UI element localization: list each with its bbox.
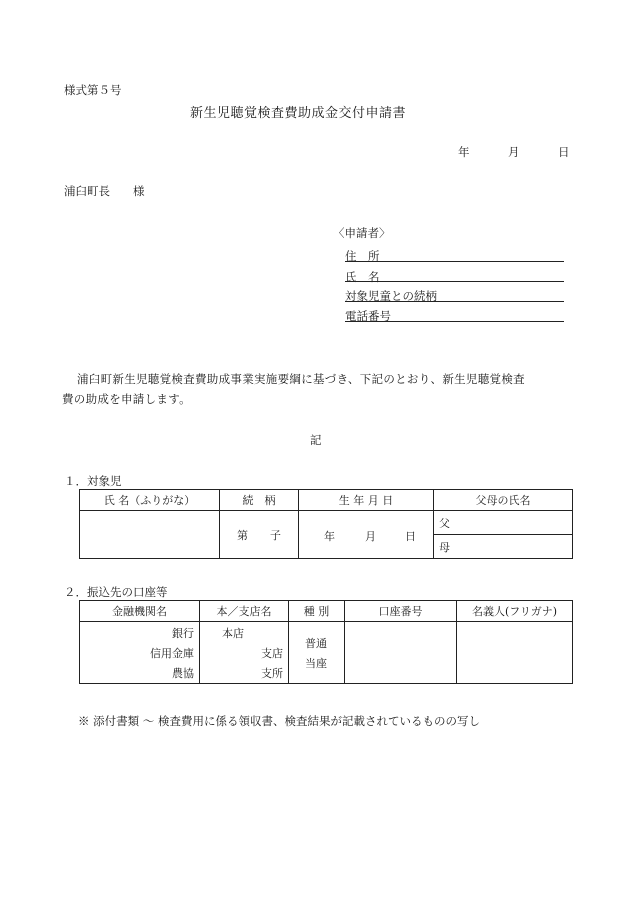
branch-honten: 本店 <box>222 627 244 640</box>
account-number-cell[interactable] <box>345 622 457 684</box>
ki-heading: 記 <box>310 433 322 447</box>
col-name: 氏 名（ふりがな） <box>80 490 220 511</box>
section2-label: ２．振込先の口座等 <box>64 585 168 599</box>
dob-year: 年 <box>324 530 335 543</box>
dob-day: 日 <box>405 530 416 543</box>
applicant-address-line[interactable] <box>345 261 564 262</box>
body-line-1: 浦臼町新生児聴覚検査費助成事業実施要綱に基づき、下記のとおり、新生児聴覚検査 <box>77 372 525 386</box>
mother-cell[interactable] <box>434 535 573 559</box>
child-dob-cell[interactable] <box>299 511 434 559</box>
date-day: 日 <box>558 145 570 159</box>
applicant-relation-line[interactable] <box>345 301 564 302</box>
bank-table <box>79 600 573 684</box>
addressee: 浦臼町長 様 <box>64 184 145 198</box>
child-table <box>79 489 573 559</box>
father-label: 父 <box>439 516 450 530</box>
child-relation-cell[interactable]: 第 子 <box>220 511 299 559</box>
mother-label: 母 <box>439 540 450 554</box>
applicant-phone-label: 電話番号 <box>345 309 391 323</box>
branch-shisho: 支所 <box>261 667 283 680</box>
form-number: 様式第５号 <box>64 83 122 97</box>
applicant-name-line[interactable] <box>345 281 564 282</box>
applicant-phone-line[interactable] <box>345 321 564 322</box>
body-line-2: 費の助成を申請します。 <box>62 392 191 406</box>
dob-month: 月 <box>365 530 376 543</box>
branch-cell[interactable] <box>200 622 289 684</box>
col-type: 種 別 <box>289 601 345 622</box>
col-institution: 金融機関名 <box>80 601 200 622</box>
applicant-heading: 〈申請者〉 <box>333 226 391 240</box>
child-name-cell[interactable] <box>80 511 220 559</box>
date-year: 年 <box>458 145 470 159</box>
institution-shinkin: 信用金庫 <box>150 647 194 660</box>
account-holder-cell[interactable] <box>457 622 573 684</box>
applicant-relation-label: 対象児童との続柄 <box>345 289 437 303</box>
section1-label: １．対象児 <box>64 474 122 488</box>
father-cell[interactable] <box>434 511 573 535</box>
form-title: 新生児聴覚検査費助成金交付申請書 <box>190 106 407 121</box>
type-cell[interactable] <box>289 622 345 684</box>
applicant-address-label: 住 所 <box>345 249 380 263</box>
institution-cell[interactable] <box>80 622 200 684</box>
col-relation: 続 柄 <box>220 490 299 511</box>
col-holder: 名義人(フリガナ) <box>457 601 573 622</box>
col-account: 口座番号 <box>345 601 457 622</box>
applicant-name-label: 氏 名 <box>345 270 380 284</box>
col-parents: 父母の氏名 <box>434 490 573 511</box>
type-futsu: 普通 <box>305 637 327 650</box>
branch-shiten: 支店 <box>261 647 283 660</box>
col-dob: 生 年 月 日 <box>299 490 434 511</box>
attachment-note: ※ 添付書類 ～ 検査費用に係る領収書、検査結果が記載されているものの写し <box>78 714 480 728</box>
institution-bank: 銀行 <box>172 627 194 640</box>
col-branch: 本／支店名 <box>200 601 289 622</box>
type-toza: 当座 <box>305 657 327 670</box>
institution-nokyo: 農協 <box>172 667 194 680</box>
date-month: 月 <box>508 145 520 159</box>
